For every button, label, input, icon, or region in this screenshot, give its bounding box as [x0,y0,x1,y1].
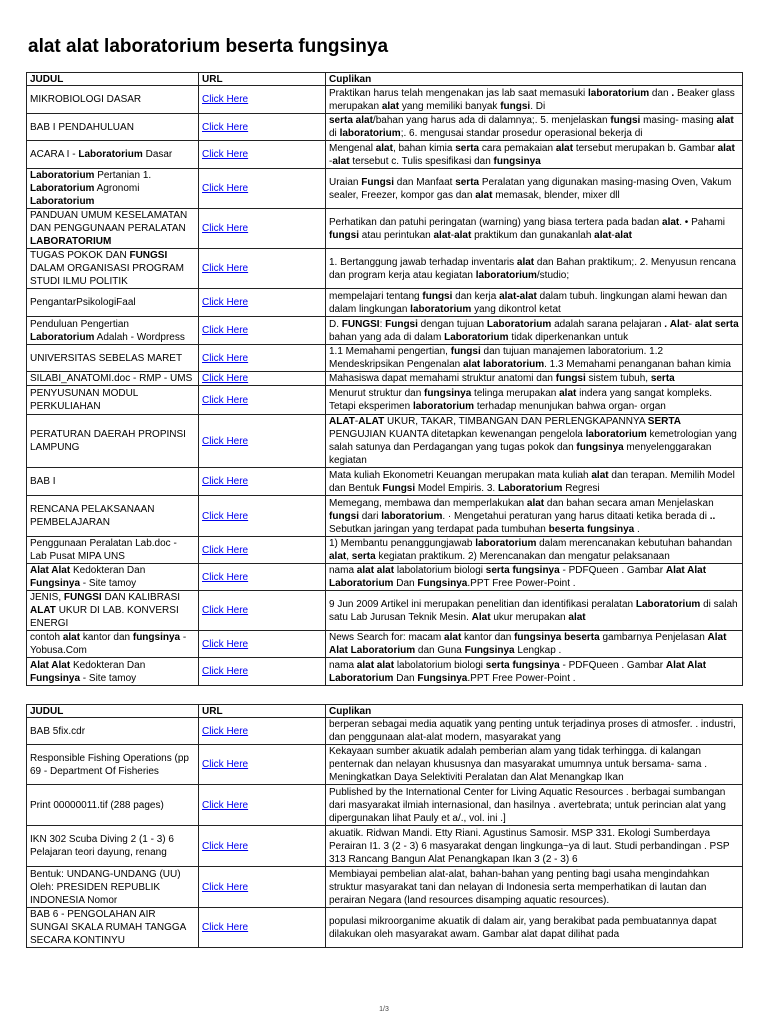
click-here-link[interactable]: Click Here [202,759,249,770]
row-url [199,372,326,386]
table-row [27,658,743,686]
row-url [199,114,326,141]
row-url [199,908,326,948]
row-snippet: Uraian Fungsi dan Manfaat serta Peralatan yang digunakan masing-masing Oven, Vakum sealer, Freezer, kompor gas dan alat memasak, blender, mixer dll [326,169,743,209]
row-title: Bentuk: UNDANG-UNDANG (UU) Oleh: PRESIDEN REPUBLIK INDONESIA Nomor [27,867,199,908]
row-url [199,658,326,686]
click-here-link[interactable]: Click Here [202,476,249,487]
row-title: Print 00000011.tif (288 pages) [27,785,199,826]
click-here-link[interactable]: Click Here [202,394,249,406]
row-snippet: Praktikan harus telah mengenakan jas lab saat memasuki laboratorium dan . Beaker glass merupakan alat yang memiliki banyak fungsi. Di [326,86,743,114]
click-here-link[interactable]: Click Here [202,571,249,583]
row-snippet: Mengenal alat, bahan kimia serta cara pemakaian alat tersebut merupakan b. Gambar alat -alat tersebut c. Tulis spesifikasi dan fungsinya [326,141,743,169]
row-snippet: Membiayai pembelian alat-alat, bahan-bahan yang penting bagi usaha mengindahkan struktur masyarakat tani dan nelayan di Indonesia serta memperhatikan di lautan dan perairan Negara (land resources disamping aquatic resources). [326,867,743,908]
row-snippet: Published by the International Center for Living Aquatic Resources . berbagai sumbangan dari masyarakat ilmiah internasional, dan hasilnya . avertebrata; untuk perincian alat yang dipergunakan lihat Pauly et a/., vol. ini .] [326,785,743,826]
row-url [199,345,326,372]
click-here-link[interactable]: Click Here [202,94,249,105]
table-row [27,372,743,386]
table-row [27,249,743,289]
row-url [199,86,326,114]
table-row [27,386,743,415]
row-title: UNIVERSITAS SEBELAS MARET [27,345,199,372]
row-snippet: berperan sebagai media aquatik yang penting untuk terjadinya proses di atmosfer. . industri, dan penggunaan alat-alat modern, masyarakat yang [326,718,743,745]
click-here-link[interactable]: Click Here [202,544,249,556]
table-row [27,564,743,591]
table-row [27,867,743,908]
table-row [27,317,743,345]
click-here-link[interactable]: Click Here [202,725,249,737]
table-row [27,114,743,141]
table-row [27,169,743,209]
row-url [199,564,326,591]
click-here-link[interactable]: Click Here [202,799,249,811]
row-title: TUGAS POKOK DAN FUNGSI DALAM ORGANISASI PROGRAM STUDI ILMU POLITIK [27,249,199,289]
column-header-judul: JUDUL [27,73,199,86]
row-title: SILABI_ANATOMI.doc - RMP - UMS [27,372,199,386]
click-here-link[interactable]: Click Here [202,325,249,336]
table-row [27,209,743,249]
row-url [199,317,326,345]
table-header-row [27,73,743,86]
row-url [199,867,326,908]
row-title: BAB 6 - PENGOLAHAN AIR SUNGAI SKALA RUMAH TANGGA SECARA KONTINYU [27,908,199,948]
row-title: Penggunaan Peralatan Lab.doc - Lab Pusat MIPA UNS [27,537,199,564]
click-here-link[interactable]: Click Here [202,840,249,852]
row-title: PengantarPsikologiFaal [27,289,199,317]
row-url [199,289,326,317]
row-snippet: 1. Bertanggung jawab terhadap inventaris alat dan Bahan praktikum;. 2. Menyusun rencana dan program kerja atau kegiatan laboratorium/studio; [326,249,743,289]
row-snippet: D. FUNGSI: Fungsi dengan tujuan Laboratorium adalah sarana pelajaran . Alat- alat serta bahan yang ada di dalam Laboratorium tidak diperkenankan untuk [326,317,743,345]
row-title: IKN 302 Scuba Diving 2 (1 - 3) 6 Pelajaran teori dayung, renang [27,826,199,867]
row-url [199,826,326,867]
row-title: Alat Alat Kedokteran Dan Fungsinya - Site tamoy [27,658,199,686]
row-snippet: News Search for: macam alat kantor dan fungsinya beserta gambarnya Penjelasan Alat Alat Laboratorium dan Guna Fungsinya Lengkap . [326,631,743,658]
row-url [199,468,326,496]
click-here-link[interactable]: Click Here [202,183,249,194]
row-title: MIKROBIOLOGI DASAR [27,86,199,114]
row-title: PENYUSUNAN MODUL PERKULIAHAN [27,386,199,415]
row-title: Penduluan Pengertian Laboratorium Adalah - Wordpress [27,317,199,345]
click-here-link[interactable]: Click Here [202,510,249,522]
row-title: PANDUAN UMUM KESELAMATAN DAN PENGGUNAAN PERALATAN LABORATORIUM [27,209,199,249]
column-header-url: URL [199,705,326,718]
column-header-url: URL [199,73,326,86]
row-snippet: nama alat alat labolatorium biologi serta fungsinya - PDFQueen . Gambar Alat Alat Laboratorium Dan Fungsinya.PPT Free Power-Point . [326,564,743,591]
row-title: RENCANA PELAKSANAAN PEMBELAJARAN [27,496,199,537]
results-table-2 [26,704,743,948]
row-url [199,169,326,209]
row-title: Alat Alat Kedokteran Dan Fungsinya - Site tamoy [27,564,199,591]
table-row [27,468,743,496]
row-url [199,785,326,826]
row-snippet: populasi mikroorganime akuatik di dalam air, yang berakibat pada pembuatannya dapat dilakukan oleh masyarakat awam. Gambar alat dapat dilihat pada [326,908,743,948]
row-url [199,745,326,785]
click-here-link[interactable]: Click Here [202,881,249,893]
row-url [199,141,326,169]
table-row [27,826,743,867]
row-title: ACARA I - Laboratorium Dasar [27,141,199,169]
click-here-link[interactable]: Click Here [202,666,249,677]
row-snippet: Menurut struktur dan fungsinya telinga merupakan alat indera yang sangat kompleks. Tetapi eksperimen laboratorium terhadap menunjukan bahwa organ- organ [326,386,743,415]
row-title: contoh alat kantor dan fungsinya - Yobusa.Com [27,631,199,658]
row-title: JENIS, FUNGSI DAN KALIBRASI ALAT UKUR DI LAB. KONVERSI ENERGI [27,591,199,631]
table-row [27,537,743,564]
row-snippet: nama alat alat labolatorium biologi serta fungsinya - PDFQueen . Gambar Alat Alat Laboratorium Dan Fungsinya.PPT Free Power-Point . [326,658,743,686]
page-number: 1/3 [379,1006,389,1013]
row-title: Responsible Fishing Operations (pp 69 - Department Of Fisheries [27,745,199,785]
row-snippet: serta alat/bahan yang harus ada di dalamnya;. 5. menjelaskan fungsi masing- masing alat di laboratorium;. 6. mengusai standar prosedur operasional bekerja di [326,114,743,141]
table-row [27,289,743,317]
row-url [199,631,326,658]
row-title: BAB I PENDAHULUAN [27,114,199,141]
row-snippet: Mahasiswa dapat memahami struktur anatomi dan fungsi sistem tubuh, serta [326,372,743,386]
click-here-link[interactable]: Click Here [202,922,249,933]
column-header-judul: JUDUL [27,705,199,718]
row-snippet: 1) Membantu penanggungjawab laboratorium dalam merencanakan kebutuhan bahandan alat, serta kegiatan praktikum. 2) Merencanakan dan mengatur pelaksanaan [326,537,743,564]
row-url [199,591,326,631]
row-snippet: akuatik. Ridwan Mandi. Etty Riani. Agustinus Samosir. MSP 331. Ekologi Sumberdaya Perairan I1. 3 (2 - 3) 6 masyarakat dengan lingkunga~ya di laut. Studi perbandingan . PSP 313 Rancang Bangun Alat Penangkapan Ikan 3 (2 - 3) 6 [326,826,743,867]
document-title: alat alat laboratorium beserta fungsinya [28,36,389,57]
row-snippet: ALAT-ALAT UKUR, TAKAR, TIMBANGAN DAN PERLENGKAPANNYA SERTA PENGUJIAN KUANTA ditetapkan kewenangan pengelola laboratorium kemetrologian yang salah satunya dan Perdagangan yang tugas pokok dan fungsinya menyelenggarakan kegiatan [326,415,743,468]
table-row [27,785,743,826]
table-row [27,496,743,537]
table-row [27,86,743,114]
row-url [199,249,326,289]
table-header-row [27,705,743,718]
table-body [27,718,743,948]
column-header-cuplikan: Cuplikan [326,705,743,718]
table-body [27,86,743,686]
table-row [27,718,743,745]
row-url [199,209,326,249]
table-row [27,908,743,948]
row-snippet: Kekayaan sumber akuatik adalah pemberian alam yang tidak terhingga. di kalangan penternak dan nelayan khususnya dan masyarakat umumnya untuk bersama- sama . Meningkatkan Daya Selektiviti Peralatan dan Alat Menangkap Ikan [326,745,743,785]
click-here-link[interactable]: Click Here [202,121,249,133]
click-here-link[interactable]: Click Here [202,223,249,234]
click-here-link[interactable]: Click Here [202,297,249,308]
row-title: PERATURAN DAERAH PROPINSI LAMPUNG [27,415,199,468]
row-snippet: 1.1 Memahami pengertian, fungsi dan tujuan manajemen laboratorium. 1.2 Mendeskripsikan Pengenalan alat laboratorium. 1.3 Memahami penanganan bahan kimia [326,345,743,372]
click-here-link[interactable]: Click Here [202,352,249,364]
click-here-link[interactable]: Click Here [202,373,249,384]
row-title: Laboratorium Pertanian 1. Laboratorium Agronomi Laboratorium [27,169,199,209]
click-here-link[interactable]: Click Here [202,263,249,274]
row-url [199,537,326,564]
row-url [199,415,326,468]
row-url [199,386,326,415]
row-title: BAB 5fix.cdr [27,718,199,745]
row-snippet: mempelajari tentang fungsi dan kerja alat-alat dalam tubuh. lingkungan alami hewan dan dalam lingkungan laboratorium yang dikontrol ketat [326,289,743,317]
row-snippet: Perhatikan dan patuhi peringatan (warning) yang biasa tertera pada badan alat. • Pahami fungsi atau perintukan alat-alat praktikum dan gunakanlah alat-alat [326,209,743,249]
click-here-link[interactable]: Click Here [202,435,249,447]
click-here-link[interactable]: Click Here [202,605,249,616]
row-snippet: 9 Jun 2009 Artikel ini merupakan penelitian dan identifikasi peralatan Laboratorium di salah satu Lab Jurusan Teknik Mesin. Alat ukur merupakan alat [326,591,743,631]
row-url [199,496,326,537]
table-row [27,631,743,658]
row-snippet: Mata kuliah Ekonometri Keuangan merupakan mata kuliah alat dan terapan. Memilih Model dan Bentuk Fungsi Model Empiris. 3. Laboratorium Regresi [326,468,743,496]
table-row [27,591,743,631]
results-table-1 [26,72,743,686]
table-row [27,345,743,372]
column-header-cuplikan: Cuplikan [326,73,743,86]
row-title: BAB I [27,468,199,496]
row-snippet: Memegang, membawa dan memperlakukan alat dan bahan secara aman Menjelaskan fungsi dari laboratorium. · Mengetahui peraturan yang harus ditaati ketika berada di .. Sebutkan jaringan yang terdapat pada tumbuhan beserta fungsinya . [326,496,743,537]
table-row [27,745,743,785]
click-here-link[interactable]: Click Here [202,149,249,160]
row-url [199,718,326,745]
table-row [27,141,743,169]
table-row [27,415,743,468]
click-here-link[interactable]: Click Here [202,638,249,650]
